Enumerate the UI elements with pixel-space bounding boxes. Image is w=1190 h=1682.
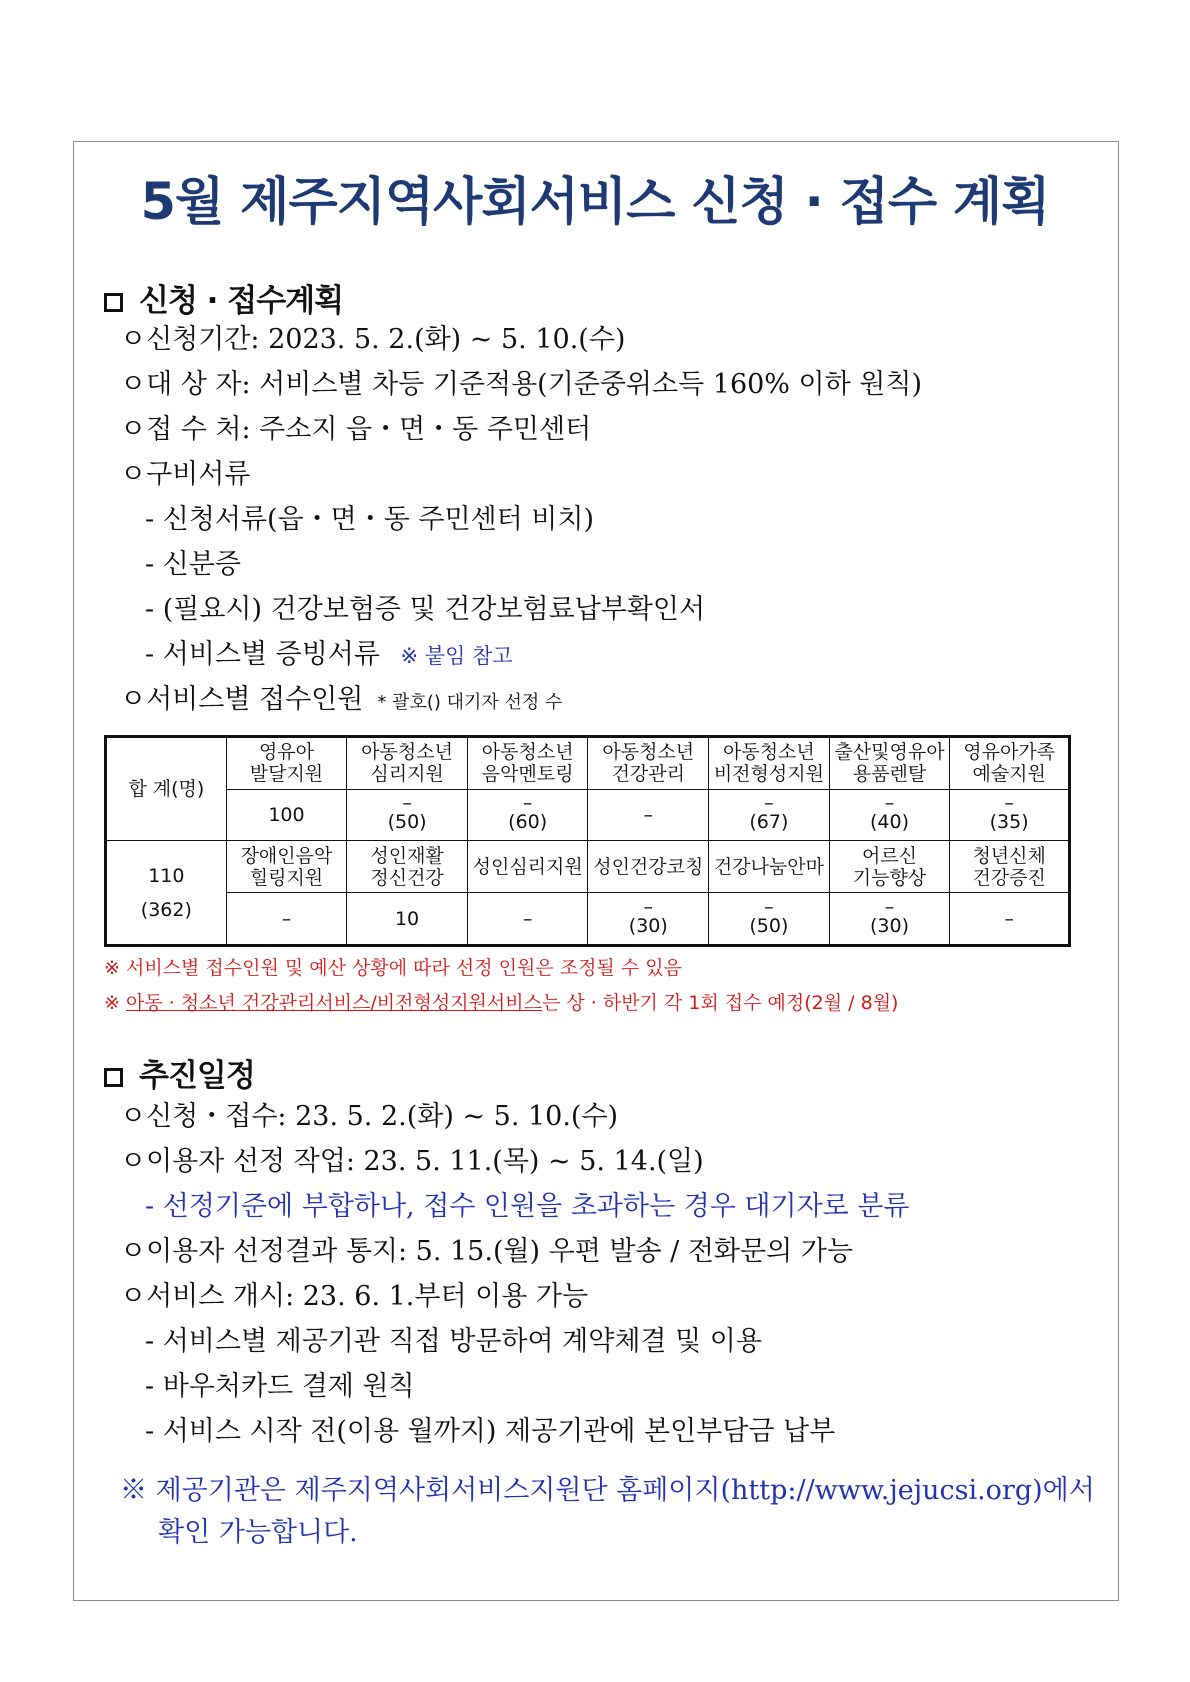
quota-value-cell: – (50) — [347, 789, 468, 841]
start-detail: - 서비스 시작 전(이용 월까지) 제공기관에 본인부담금 납부 — [145, 1416, 836, 1447]
quota-value-cell: – (30) — [829, 893, 950, 946]
quota-note: * 괄호() 대기자 선정 수 — [377, 692, 563, 713]
page-title: 5월 제주지역사회서비스 신청 · 접수 계획 — [140, 173, 1050, 232]
semiannual-note: ※ 아동 · 청소년 건강관리서비스/비전형성지원서비스는 상 · 하반기 각 1회 접수 예정(2월 / 8월) — [104, 992, 899, 1014]
service-name-cell: 건강나눔안마 — [709, 841, 830, 893]
service-name-cell: 성인재활 정신건강 — [347, 841, 468, 893]
checkbox-square-icon — [104, 1068, 123, 1087]
quota-value-cell: – (35) — [950, 789, 1070, 841]
attachment-note: ※ 붙임 참고 — [400, 644, 513, 668]
service-name-cell: 아동청소년 심리지원 — [347, 737, 468, 790]
quota-value-cell: – (60) — [467, 789, 588, 841]
quota-title: ㅇ서비스별 접수인원 * 괄호() 대기자 선정 수 — [120, 684, 563, 715]
eligible-target: ㅇ대 상 자: 서비스별 차등 기준적용(기준중위소득 160% 이하 원칙) — [120, 369, 922, 400]
service-name-cell: 아동청소년 음악멘토링 — [467, 737, 588, 790]
doc-item: - 신청서류(읍・면・동 주민센터 비치) — [145, 504, 595, 535]
provider-info-line2: 확인 가능합니다. — [158, 1517, 358, 1548]
schedule-item: ㅇ이용자 선정 작업: 23. 5. 11.(목) ~ 5. 14.(일) — [120, 1146, 704, 1177]
selection-note: - 선정기준에 부합하나, 접수 인원을 초과하는 경우 대기자로 분류 — [145, 1191, 910, 1222]
doc-item: - (필요시) 건강보험증 및 건강보험료납부확인서 — [145, 594, 706, 625]
provider-info-note — [120, 1470, 1100, 1554]
reception-place: ㅇ접 수 처: 주소지 읍・면・동 주민센터 — [120, 414, 592, 445]
service-name-cell: 영유아가족 예술지원 — [950, 737, 1070, 790]
start-detail: - 바우처카드 결제 원칙 — [145, 1371, 415, 1402]
service-name-cell: 아동청소년 건강관리 — [588, 737, 709, 790]
quota-value-cell: 100 — [226, 789, 347, 841]
service-quota-table — [104, 735, 1071, 947]
start-detail: - 서비스별 제공기관 직접 방문하여 계약체결 및 이용 — [145, 1326, 762, 1357]
application-period: ㅇ신청기간: 2023. 5. 2.(화) ~ 5. 10.(수) — [120, 324, 626, 355]
required-docs-title: ㅇ구비서류 — [120, 459, 251, 490]
service-name-cell: 성인심리지원 — [467, 841, 588, 893]
service-name-cell: 출산및영유아 용품렌탈 — [829, 737, 950, 790]
section-heading-schedule: 추진일정 — [104, 1050, 255, 1095]
total-waiting: (362) — [140, 898, 192, 921]
service-name-cell: 아동청소년 비전형성지원 — [709, 737, 830, 790]
checkbox-square-icon — [104, 293, 123, 312]
quota-value-cell: – — [588, 789, 709, 841]
service-name-cell: 어르신 기능향상 — [829, 841, 950, 893]
total-value: 110 — [148, 864, 185, 887]
adjustment-note: ※ 서비스별 접수인원 및 예산 상황에 따라 선정 인원은 조정될 수 있음 — [104, 957, 682, 979]
service-name-cell: 장애인음악 힐링지원 — [226, 841, 347, 893]
service-name-cell: 성인건강코칭 — [588, 841, 709, 893]
notice-item: ㅇ이용자 선정결과 통지: 5. 15.(월) 우편 발송 / 전화문의 가능 — [120, 1236, 853, 1267]
quota-value-cell: – (30) — [588, 893, 709, 946]
section-heading-application: 신청 · 접수계획 — [104, 275, 343, 320]
quota-value-cell: – — [226, 893, 347, 946]
service-name-cell: 영유아 발달지원 — [226, 737, 347, 790]
total-value-cell — [106, 841, 227, 946]
quota-value-cell: – — [950, 893, 1070, 946]
quota-value-cell: – (40) — [829, 789, 950, 841]
quota-value-cell: 10 — [347, 893, 468, 946]
quota-value-cell: – — [467, 893, 588, 946]
quota-value-cell: – (67) — [709, 789, 830, 841]
doc-item: - 서비스별 증빙서류 ※ 붙임 참고 — [145, 639, 513, 670]
doc-item: - 신분증 — [145, 549, 241, 580]
service-start: ㅇ서비스 개시: 23. 6. 1.부터 이용 가능 — [120, 1281, 589, 1312]
total-label-cell: 합 계(명) — [106, 737, 227, 841]
service-name-cell: 청년신체 건강증진 — [950, 841, 1070, 893]
quota-value-cell: – (50) — [709, 893, 830, 946]
schedule-item: ㅇ신청・접수: 23. 5. 2.(화) ~ 5. 10.(수) — [120, 1101, 619, 1132]
provider-info-line1: ※ 제공기관은 제주지역사회서비스지원단 홈페이지(http://www.jejucsi.org)에서 — [120, 1475, 1095, 1506]
